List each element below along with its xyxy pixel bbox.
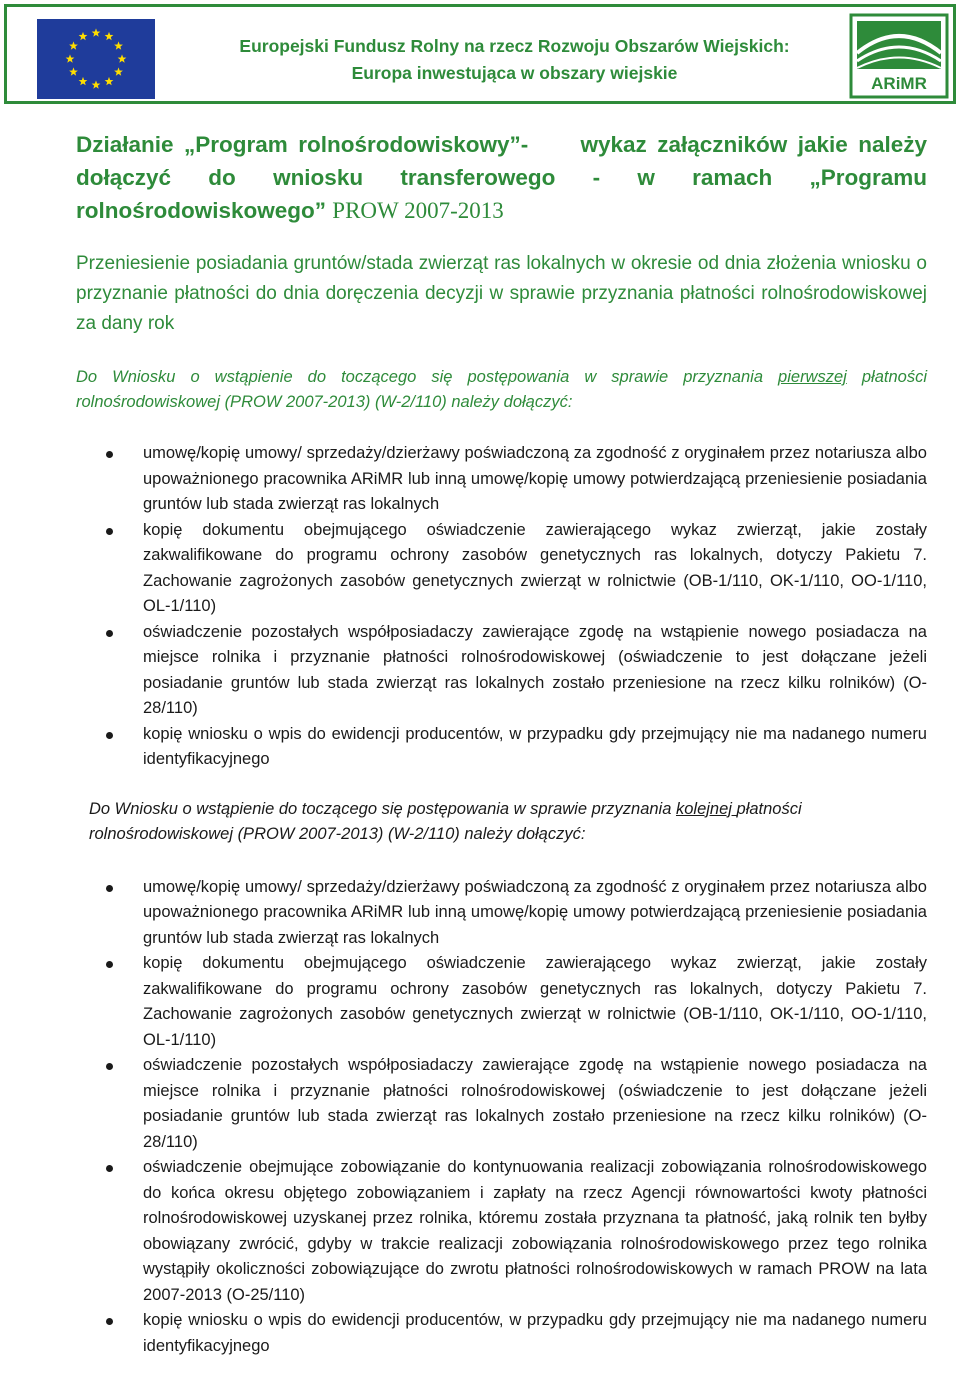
document-title [76,128,927,227]
document-subtitle: Przeniesienie posiadania gruntów/stada zwierząt ras lokalnych w okresie od dnia złożenia wniosku o przyznanie płatności do dnia doręczenia decyzji w sprawie przyznania płatności rolnośrodowiskowej za dany rok [76,253,927,334]
list-item: oświadczenie pozostałych współposiadaczy zawierające zgodę na wstąpienie nowego posiadacza na miejsce rolnika i przyznanie płatności rolnośrodowiskowej (oświadczenie to jest dołączane jeżeli posiadanie gruntów lub stada zwierząt ras lokalnych zostało przeniesione na rzecz kilku rolników) (O-28/110) [143,620,927,722]
eu-star-icon [79,32,88,40]
section2-intro-before: Do Wniosku o wstąpienie do toczącego się postępowania w sprawie przyznania [89,799,676,818]
list-item: umowę/kopię umowy/ sprzedaży/dzierżawy poświadczoną za zgodność z oryginałem przez notariusza albo upoważnionego pracownika ARiMR lub inną umowę/kopię umowy potwierdzającą przeniesienie posiadania gruntów lub stada zwierząt ras lokalnych [143,875,927,952]
list-item: umowę/kopię umowy/ sprzedaży/dzierżawy poświadczoną za zgodność z oryginałem przez notariusza albo upoważnionego pracownika ARiMR lub inną umowę/kopię umowy potwierdzającą przeniesienie posiadania gruntów lub stada zwierząt ras lokalnych [143,441,927,518]
eu-star-icon [114,67,123,75]
arimr-logo [849,13,949,99]
eu-star-icon [118,54,127,62]
title-prow: PROW 2007-2013 [332,198,504,223]
eu-star-icon [69,41,78,49]
header-title [172,33,857,87]
eu-star-icon [105,77,114,85]
list-item: kopię dokumentu obejmującego oświadczenie zawierającego wykaz zwierząt, jakie zostały zakwalifikowane do programu ochrony zasobów genetycznych ras lokalnych, dotyczy Pakietu 7. Zachowanie zagrożonych zasobów genetycznych zwierząt w rolnictwie (OB-1/110, OK-1/110, OO-1/110, OL-1/110) [143,518,927,620]
eu-flag-logo [37,19,155,99]
header-title-line1: Europejski Fundusz Rolny na rzecz Rozwoju Obszarów Wiejskich: [239,36,790,56]
eu-star-icon [92,28,101,36]
header-banner [4,4,956,104]
eu-star-icon [92,80,101,88]
eu-star-icon [66,54,75,62]
eu-star-icon [79,77,88,85]
section2-intro-after: płatności rolnośrodowiskowej (PROW 2007-2013) (W-2/110) należy dołączyć: [89,799,802,843]
list-item: kopię wniosku o wpis do ewidencji producentów, w przypadku gdy przejmujący nie ma nadanego numeru identyfikacyjnego [143,722,927,773]
list-item: kopię wniosku o wpis do ewidencji producentów, w przypadku gdy przejmujący nie ma nadanego numeru identyfikacyjnego [143,1308,927,1359]
eu-star-icon [69,67,78,75]
section2-attachments-list [76,875,927,1360]
arimr-logo-text: ARiMR [871,74,927,93]
list-item: kopię dokumentu obejmującego oświadczenie zawierającego wykaz zwierząt, jakie zostały zakwalifikowane do programu ochrony zasobów genetycznych ras lokalnych, dotyczy Pakietu 7. Zachowanie zagrożonych zasobów genetycznych zwierząt w rolnictwie (OB-1/110, OK-1/110, OO-1/110, OL-1/110) [143,951,927,1053]
section1-intro-before: Do Wniosku o wstąpienie do toczącego się postępowania w sprawie przyznania [76,368,779,386]
section2-intro-underlined: kolejnej [675,799,737,818]
section1-intro-after: płatności rolnośrodowiskowej (PROW 2007-2013) (W-2/110) należy dołączyć: [76,368,927,411]
eu-star-icon [105,32,114,40]
list-item: oświadczenie pozostałych współposiadaczy zawierające zgodę na wstąpienie nowego posiadacza na miejsce rolnika i przyznanie płatności rolnośrodowiskowej (oświadczenie to jest dołączane jeżeli posiadanie gruntów lub stada zwierząt ras lokalnych zostało przeniesione na rzecz kilku rolników) (O-28/110) [143,1053,927,1155]
document-body [76,128,927,1359]
list-item: oświadczenie obejmujące zobowiązanie do kontynuowania realizacji zobowiązania rolnośrodowiskowego do końca okresu objętego zobowiązaniem i zapłaty na rzecz Agencji równowartości kwoty płatności rolnośrodowiskowej uzyskanej przez rolnika, któremu została przyznana ta płatność, jaką rolnik ten byłby obowiązany zwrócić, gdyby w trakcie realizacji zobowiązania rolnośrodowiskowego przez tego rolnika wystąpiły okoliczności zobowiązujące do zwrotu płatności rolnośrodowiskowych w ramach PROW na lata 2007-2013 (O-25/110) [143,1155,927,1308]
title-description: wykaz załączników jakie należy dołączyć do wniosku transferowego - w ramach „Programu rolnośrodowiskowego” [76,132,927,223]
header-title-line2: Europa inwestująca w obszary wiejskie [351,63,678,83]
title-program: Działanie „Program rolnośrodowiskowy”- [76,132,529,157]
section1-intro [76,365,927,415]
section1-intro-underlined: pierwszej [778,368,847,386]
section1-attachments-list [76,441,927,773]
eu-star-icon [114,41,123,49]
section2-intro [89,797,927,847]
eu-stars-icon [37,19,155,99]
